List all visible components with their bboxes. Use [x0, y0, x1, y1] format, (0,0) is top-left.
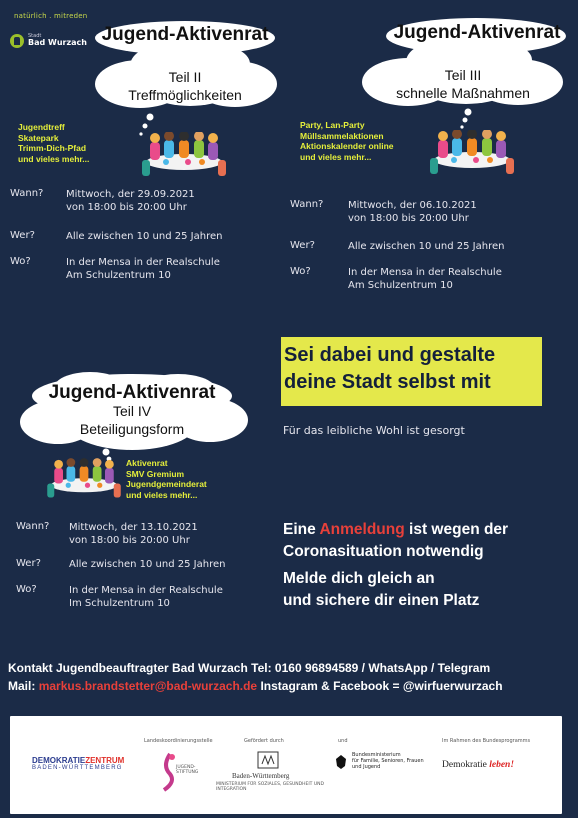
- city-logo-icon: [10, 34, 24, 48]
- event-1-time: von 18:00 bis 20:00 Uhr: [66, 202, 187, 213]
- label-rahmen: Im Rahmen des Bundesprogramms: [442, 738, 531, 744]
- idea-item: Jugendgemeinderat: [126, 479, 207, 490]
- highlight-line1: Sei dabei und gestalte: [284, 344, 496, 366]
- event-3-topic: Beteiligungsform: [79, 421, 185, 437]
- event-1-where: [66, 256, 220, 282]
- dl-part1: Demokratie: [442, 760, 487, 770]
- demokratie-leben-logo: [442, 760, 514, 770]
- label-und: und: [338, 738, 348, 744]
- idea-item: Aktivenrat: [126, 458, 168, 468]
- event-3-when-value: [69, 521, 198, 547]
- idea-item: und vieles mehr...: [18, 153, 90, 164]
- idea-item: und vieles mehr...: [300, 151, 372, 162]
- people-table-illustration: [42, 458, 126, 502]
- bw-ministry: MINISTERIUM FÜR SOZIALES, GESUNDHEIT UND INTEGRATION: [216, 782, 324, 792]
- event-2-where-line1: In der Mensa in der Realschule: [348, 267, 502, 278]
- registration-line4: und sichere dir einen Platz: [283, 592, 480, 610]
- bw-coat-of-arms-icon: [256, 750, 280, 770]
- event-2-who: Alle zwischen 10 und 25 Jahren: [348, 241, 505, 252]
- event-1-who: Alle zwischen 10 und 25 Jahren: [66, 231, 223, 242]
- event-2-ideas: [300, 120, 394, 163]
- people-table-illustration: [136, 132, 232, 180]
- sponsor-footer: [10, 716, 562, 814]
- highlight-line2: deine Stadt selbst mit: [284, 370, 491, 393]
- registration-notice: [283, 519, 508, 612]
- slogan: natürlich . mitreden: [14, 12, 88, 20]
- event-2-time: von 18:00 bis 20:00 Uhr: [348, 213, 469, 224]
- idea-item: Party, Lan-Party: [300, 120, 365, 130]
- event-1-where-label: Wo?: [10, 256, 31, 267]
- event-1-ideas: [18, 122, 89, 165]
- event-1-topic: Treffmöglichkeiten: [128, 87, 242, 103]
- event-3-who-label: Wer?: [16, 558, 41, 569]
- bw-name: Baden-Württemberg: [232, 772, 290, 780]
- event-3-where: [69, 584, 223, 610]
- city-logo: [10, 34, 87, 48]
- idea-item: Trimm-Dich-Pfad: [18, 143, 87, 154]
- dz-part2: ZENTRUM: [85, 756, 125, 765]
- city-logo-small: Stadt: [28, 33, 42, 40]
- event-3-title-cloud: [14, 370, 250, 452]
- bm-line3: und Jugend: [352, 764, 381, 770]
- idea-item: Skatepark: [18, 132, 59, 143]
- registration-post: ist wegen der: [409, 521, 509, 538]
- label-landeskoordinierung: Landeskoordinierungsstelle: [144, 738, 213, 744]
- idea-item: Müllsammelaktionen: [300, 130, 384, 141]
- city-logo-name: Bad Wurzach: [28, 38, 87, 48]
- thought-bubbles-2: [456, 108, 476, 132]
- event-3-when-label: Wann?: [16, 521, 50, 532]
- demokratiezentrum-logo: [32, 756, 124, 771]
- event-1-who-label: Wer?: [10, 230, 35, 241]
- event-3-date: Mittwoch, der 13.10.2021: [69, 522, 198, 533]
- contact-line: Kontakt Jugendbeauftragter Bad Wurzach Tel: 0160 96894589 / WhatsApp / Telegram: [8, 661, 491, 675]
- event-1-where-line2: Am Schulzentrum 10: [66, 270, 171, 281]
- registration-line2: Coronasituation notwendig: [283, 542, 484, 560]
- event-3-part: Teil IV: [112, 403, 152, 419]
- event-3-where-line2: Im Schulzentrum 10: [69, 598, 170, 609]
- event-3-where-label: Wo?: [16, 584, 37, 595]
- event-2-where-label: Wo?: [290, 266, 311, 277]
- event-2-where-line2: Am Schulzentrum 10: [348, 280, 453, 291]
- registration-accent: Anmeldung: [319, 521, 405, 538]
- event-1-title: Jugend-Aktivenrat: [101, 24, 269, 45]
- jugendstiftung-text: JUGEND-STIFTUNG: [176, 765, 199, 775]
- event-1-where-line1: In der Mensa in der Realschule: [66, 257, 220, 268]
- event-2-when-value: [348, 199, 477, 225]
- event-2-part: Teil III: [444, 67, 482, 83]
- event-2-title: Jugend-Aktivenrat: [393, 22, 561, 43]
- bmfsfj-text: [352, 752, 424, 770]
- mail-label: Mail:: [8, 679, 36, 693]
- event-2-who-label: Wer?: [290, 240, 315, 251]
- event-1-when-label: Wann?: [10, 188, 44, 199]
- event-2-title-cloud: [358, 14, 568, 110]
- event-3-title: Jugend-Aktivenrat: [48, 382, 216, 403]
- event-1-date: Mittwoch, der 29.09.2021: [66, 189, 195, 200]
- event-2-when-label: Wann?: [290, 199, 324, 210]
- social-handle: Instagram & Facebook = @wirfuerwurzach: [260, 679, 503, 693]
- dl-part2: leben!: [489, 760, 515, 770]
- event-1-part: Teil II: [168, 69, 202, 85]
- federal-eagle-icon: [334, 754, 348, 770]
- idea-item: SMV Gremium: [126, 468, 185, 479]
- dz-part1: DEMOKRATIE: [32, 756, 86, 765]
- event-2-date: Mittwoch, der 06.10.2021: [348, 200, 477, 211]
- idea-item: Aktionskalender online: [300, 141, 394, 152]
- event-2-topic: schnelle Maßnahmen: [396, 85, 530, 101]
- people-table-illustration: [424, 130, 520, 178]
- idea-item: und vieles mehr...: [126, 489, 198, 500]
- bm-line2: für Familie, Senioren, Frauen: [352, 758, 424, 764]
- idea-item: Jugendtreff: [18, 122, 65, 132]
- registration-pre: Eine: [283, 521, 316, 538]
- event-1-title-cloud: [90, 18, 280, 114]
- event-1-when-value: [66, 188, 195, 214]
- dz-sub: BADEN-WÜRTTEMBERG: [32, 765, 123, 771]
- highlight-box: [281, 337, 542, 406]
- bm-line1: Bundesministerium: [352, 752, 401, 758]
- event-3-who: Alle zwischen 10 und 25 Jahren: [69, 559, 226, 570]
- event-3-time: von 18:00 bis 20:00 Uhr: [69, 535, 190, 546]
- event-3-ideas: [126, 458, 207, 501]
- contact-mail-line: [8, 679, 503, 693]
- food-note: Für das leibliche Wohl ist gesorgt: [283, 424, 465, 437]
- event-2-where: [348, 266, 502, 292]
- registration-line3: Melde dich gleich an: [283, 570, 435, 588]
- label-gefoerdert: Gefördert durch: [244, 738, 284, 744]
- event-3-where-line1: In der Mensa in der Realschule: [69, 585, 223, 596]
- mail-link[interactable]: markus.brandstetter@bad-wurzach.de: [38, 679, 258, 693]
